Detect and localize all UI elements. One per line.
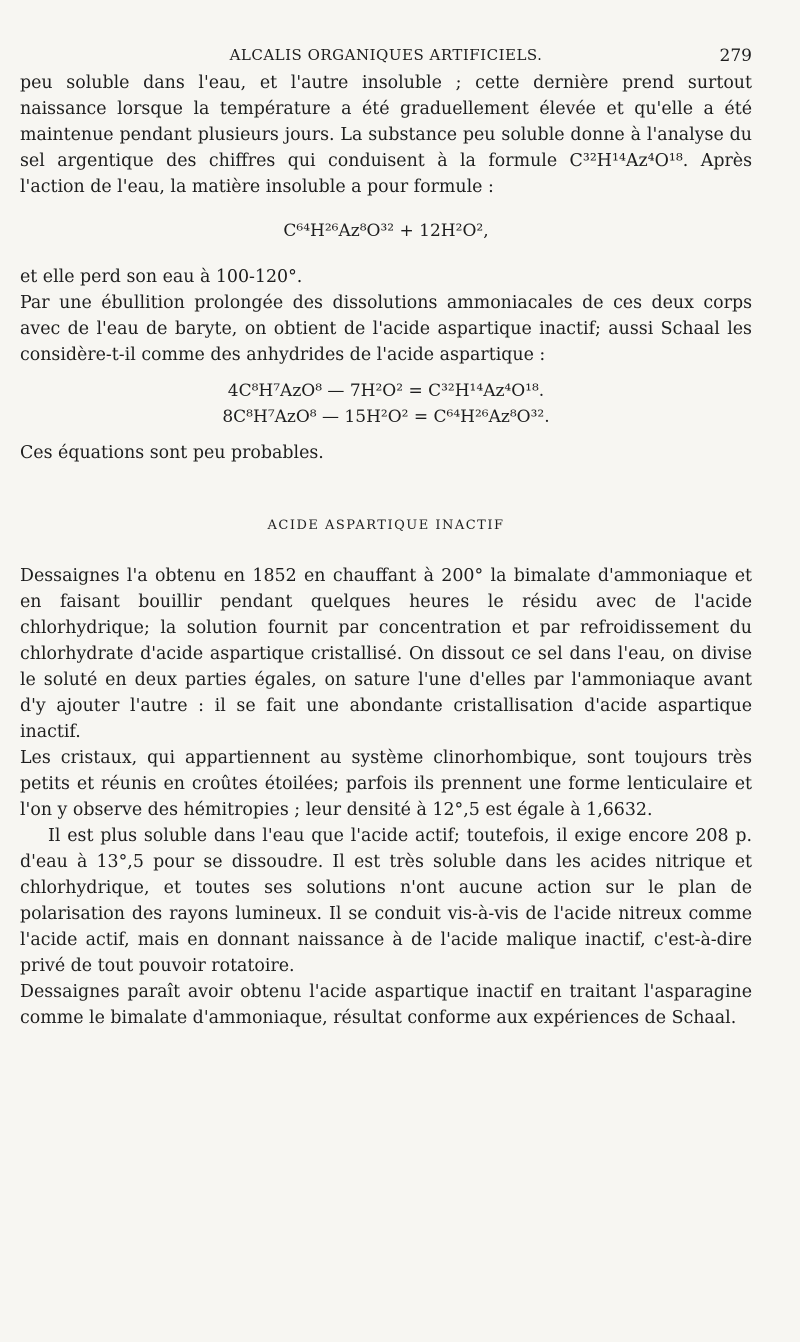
paragraph-crystals: Les cristaux, qui appartiennent au système clinorhombique, sont toujours très petits et réunis en croûtes étoilées; parfois ils prennent une forme lenticulaire et l'on y observe des hémitropies ; leur densité à 12°,5 est égale à 1,6632.	[20, 748, 752, 820]
paragraph-water-loss: et elle perd son eau à 100-120°.	[20, 267, 303, 287]
paragraph-continuation: peu soluble dans l'eau, et l'autre insoluble ; cette dernière prend surtout naissance lorsque la température a été graduellement élevée et qu'elle a été maintenue pendant plusieurs jours. La substance peu soluble donne à l'analyse du sel argentique des chiffres qui conduisent à la formule C³²H¹⁴Az⁴O¹⁸. Après l'action de l'eau, la matière insoluble a pour formule :	[20, 73, 752, 197]
running-title: ALCALIS ORGANIQUES ARTIFICIELS.	[229, 46, 543, 64]
equation-1: 4C⁸H⁷AzO⁸ — 7H²O² = C³²H¹⁴Az⁴O¹⁸.	[227, 381, 545, 401]
running-head	[20, 46, 752, 68]
section-title: ACIDE ASPARTIQUE INACTIF	[267, 518, 505, 533]
paragraph-asparagine: Dessaignes paraît avoir obtenu l'acide aspartique inactif en traitant l'asparagine comme le bimalate d'ammoniaque, résultat conforme aux expériences de Schaal.	[20, 982, 752, 1028]
equation-group	[20, 378, 752, 430]
equation-2: 8C⁸H⁷AzO⁸ — 15H²O² = C⁶⁴H²⁶Az⁸O³².	[222, 407, 550, 427]
formula-insoluble-matter: C⁶⁴H²⁶Az⁸O³² + 12H²O²,	[283, 221, 489, 241]
paragraph-dessaignes-preparation: Dessaignes l'a obtenu en 1852 en chauffant à 200° la bimalate d'ammoniaque et en faisant bouillir pendant quelques heures le résidu avec de l'acide chlorhydrique; la solution fournit par concentration et par refroidissement du chlorhydrate d'acide aspartique cristallisé. On dissout ce sel dans l'eau, on divise le soluté en deux parties égales, on sature l'une d'elles par l'ammoniaque avant d'y ajouter l'autre : il se fait une abondante cristallisation d'acide aspartique inactif.	[20, 566, 752, 742]
paragraph-equations-remark: Ces équations sont peu probables.	[20, 443, 324, 463]
page-body	[20, 70, 752, 1031]
paragraph-baryta-boiling: Par une ébullition prolongée des dissolutions ammoniacales de ces deux corps avec de l'eau de baryte, on obtient de l'acide aspartique inactif; aussi Schaal les considère-t-il comme des anhydrides de l'acide aspartique :	[20, 293, 752, 365]
paragraph-solubility: Il est plus soluble dans l'eau que l'acide actif; toutefois, il exige encore 208 p. d'eau à 13°,5 pour se dissoudre. Il est très soluble dans les acides nitrique et chlorhydrique, et toutes ses solutions n'ont aucune action sur le plan de polarisation des rayons lumineux. Il se conduit vis-à-vis de l'acide nitreux comme l'acide actif, mais en donnant naissance à de l'acide malique inactif, c'est-à-dire privé de tout pouvoir rotatoire.	[20, 826, 752, 976]
page-number: 279	[719, 46, 752, 66]
